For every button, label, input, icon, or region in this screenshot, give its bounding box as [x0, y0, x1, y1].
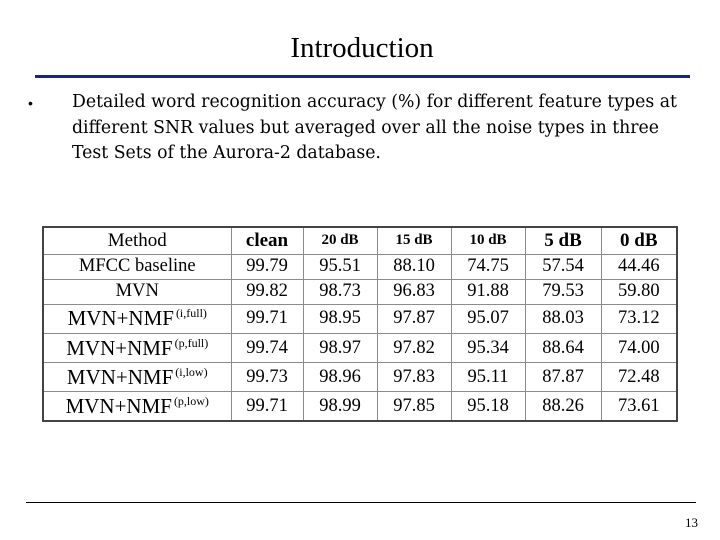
method-cell — [43, 392, 231, 421]
value-cell: 95.11 — [451, 363, 525, 392]
value-cell: 88.64 — [525, 333, 601, 362]
method-superscript: (i,low) — [175, 364, 208, 379]
results-table — [42, 226, 678, 422]
method-superscript: (p,full) — [174, 335, 209, 350]
value-cell: 73.61 — [601, 392, 677, 421]
value-cell: 74.00 — [601, 333, 677, 362]
value-cell: 95.51 — [303, 254, 377, 279]
value-cell: 97.83 — [377, 363, 451, 392]
method-name: MVN+NMF — [65, 393, 172, 418]
method-name: MVN+NMF — [67, 306, 174, 331]
value-cell: 97.85 — [377, 392, 451, 421]
value-cell: 87.87 — [525, 363, 601, 392]
header-20db: 20 dB — [303, 227, 377, 254]
table-row — [43, 333, 677, 362]
header-5db: 5 dB — [525, 227, 601, 254]
bullet-icon: • — [28, 95, 33, 111]
header-15db: 15 dB — [377, 227, 451, 254]
value-cell: 99.71 — [231, 392, 303, 421]
method-name: MFCC baseline — [78, 256, 196, 277]
method-cell — [43, 279, 231, 304]
method-name: MVN+NMF — [66, 364, 174, 389]
value-cell: 99.79 — [231, 254, 303, 279]
table-row — [43, 254, 677, 279]
value-cell: 97.87 — [377, 304, 451, 333]
value-cell: 95.07 — [451, 304, 525, 333]
value-cell: 79.53 — [525, 279, 601, 304]
method-name: MVN — [115, 281, 159, 302]
value-cell: 99.73 — [231, 363, 303, 392]
value-cell: 88.10 — [377, 254, 451, 279]
value-cell: 98.97 — [303, 333, 377, 362]
page-number: 13 — [685, 515, 698, 530]
method-name: MVN+NMF — [66, 335, 173, 360]
slide-title: Introduction — [290, 32, 434, 64]
table-row — [43, 304, 677, 333]
value-cell: 98.95 — [303, 304, 377, 333]
value-cell: 88.26 — [525, 392, 601, 421]
bullet-item — [28, 90, 678, 167]
table-row — [43, 363, 677, 392]
method-superscript: (i,full) — [175, 306, 207, 321]
value-cell: 44.46 — [601, 254, 677, 279]
value-cell: 95.34 — [451, 333, 525, 362]
header-method: Method — [43, 227, 231, 254]
value-cell: 96.83 — [377, 279, 451, 304]
header-10db: 10 dB — [451, 227, 525, 254]
value-cell: 99.82 — [231, 279, 303, 304]
value-cell: 99.74 — [231, 333, 303, 362]
value-cell: 59.80 — [601, 279, 677, 304]
value-cell: 98.99 — [303, 392, 377, 421]
value-cell: 99.71 — [231, 304, 303, 333]
table-row — [43, 392, 677, 421]
value-cell: 91.88 — [451, 279, 525, 304]
method-superscript: (p,low) — [173, 393, 209, 408]
method-cell — [43, 363, 231, 392]
footer-divider — [26, 502, 696, 503]
table-header-row — [43, 227, 677, 254]
header-0db: 0 dB — [601, 227, 677, 254]
method-cell — [43, 304, 231, 333]
bullet-text: Detailed word recognition accuracy (%) for different feature types at different SNR values but averaged over all the noise types in three Test Sets of the Aurora-2 database. — [72, 92, 677, 163]
title-underline — [35, 75, 690, 78]
value-cell: 73.12 — [601, 304, 677, 333]
value-cell: 72.48 — [601, 363, 677, 392]
method-cell — [43, 333, 231, 362]
table-row — [43, 279, 677, 304]
value-cell: 98.73 — [303, 279, 377, 304]
value-cell: 95.18 — [451, 392, 525, 421]
value-cell: 57.54 — [525, 254, 601, 279]
value-cell: 98.96 — [303, 363, 377, 392]
value-cell: 88.03 — [525, 304, 601, 333]
method-cell — [43, 254, 231, 279]
value-cell: 74.75 — [451, 254, 525, 279]
value-cell: 97.82 — [377, 333, 451, 362]
header-clean: clean — [231, 227, 303, 254]
